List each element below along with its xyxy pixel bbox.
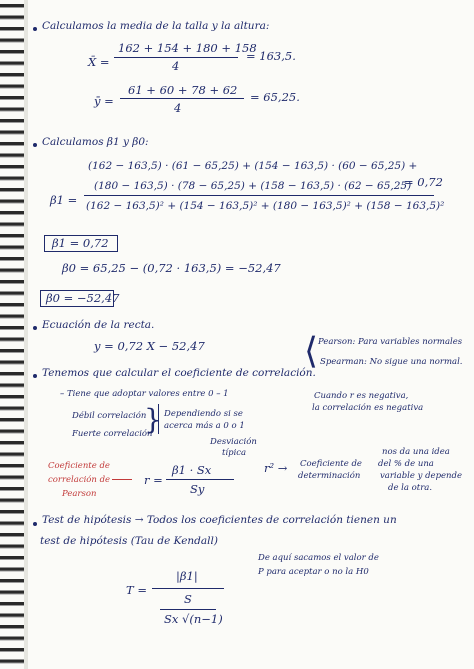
fraction-bar xyxy=(114,57,238,58)
std-dev-note-1: Desviación xyxy=(210,437,257,447)
s5-title-1: Test de hipótesis → Todos los coeficientes de correlación tienen un xyxy=(42,514,397,526)
bullet xyxy=(33,27,37,31)
t-middle: S xyxy=(184,592,192,606)
x-mean-label: X̄ = xyxy=(88,55,110,69)
spearman-note: Spearman: No sigue una normal. xyxy=(320,357,463,367)
fraction-bar xyxy=(84,195,434,196)
t-label: T = xyxy=(126,583,147,597)
s3-title: Ecuación de la recta. xyxy=(42,319,155,331)
spiral-binding xyxy=(0,0,26,669)
fraction-bar xyxy=(152,588,224,589)
dependence-note-1: Dependiendo si se xyxy=(164,409,243,419)
y-mean-denominator: 4 xyxy=(174,101,182,115)
r2-meaning-1: nos da una idea xyxy=(382,447,450,457)
b1-numerator-line2: (180 − 163,5) · (78 − 65,25) + (158 − 163,5) · (62 − 65,25) xyxy=(94,180,412,192)
b1-denominator: (162 − 163,5)² + (154 − 163,5)² + (180 − 163,5)² + (158 − 163,5)² xyxy=(86,200,445,212)
b1-label: β1 = xyxy=(50,193,78,207)
strong-correlation: Fuerte correlación xyxy=(72,429,153,439)
r2-label: r² → xyxy=(264,461,288,475)
r2-term-1: Coeficiente de xyxy=(300,459,362,469)
b0-equation: β0 = 65,25 − (0,72 · 163,5) = −52,47 xyxy=(62,261,281,275)
regression-equation: y = 0,72 X − 52,47 xyxy=(94,339,205,353)
r-denominator: Sy xyxy=(190,482,205,496)
b1-boxed: β1 = 0,72 xyxy=(52,236,109,250)
p-value-note-1: De aquí sacamos el valor de xyxy=(258,553,379,563)
r2-meaning-3: variable y depende xyxy=(380,471,463,481)
b1-result: = 0,72 xyxy=(404,175,443,189)
bullet xyxy=(33,374,37,378)
negative-note-1: Cuando r es negativa, xyxy=(314,391,409,401)
range-note: – Tiene que adoptar valores entre 0 – 1 xyxy=(60,389,229,399)
negative-note-2: la correlación es negativa xyxy=(312,403,424,413)
y-mean-result: = 65,25. xyxy=(250,90,300,104)
bullet xyxy=(33,143,37,147)
bullet xyxy=(33,522,37,526)
y-mean-label: ȳ = xyxy=(94,94,114,108)
s4-title: Tenemos que calcular el coeficiente de correlación. xyxy=(42,367,316,379)
x-mean-result: = 163,5. xyxy=(246,49,296,63)
fraction-bar xyxy=(120,98,244,99)
dependence-note-2: acerca más a 0 o 1 xyxy=(164,421,245,431)
p-value-note-2: P para aceptar o no la H0 xyxy=(258,567,369,577)
r2-meaning-2: del % de una xyxy=(378,459,434,469)
std-dev-note-2: típica xyxy=(222,448,247,458)
b1-numerator-line1: (162 − 163,5) · (61 − 65,25) + (154 − 163,5) · (60 − 65,25) + xyxy=(88,160,418,172)
s1-title: Calculamos la media de la talla y la altura: xyxy=(42,20,270,32)
pearson-label-2: correlación de xyxy=(48,475,111,485)
brace: ⟨ xyxy=(304,331,319,372)
pearson-label-1: Coeficiente de xyxy=(48,461,110,471)
bullet xyxy=(33,326,37,330)
r-numerator: β1 · Sx xyxy=(172,463,212,477)
weak-correlation: Débil correlación xyxy=(72,411,147,421)
y-mean-numerator: 61 + 60 + 78 + 62 xyxy=(128,83,238,97)
fraction-bar xyxy=(160,609,216,610)
red-arrow-line xyxy=(112,479,132,480)
s2-title: Calculamos β1 y β0: xyxy=(42,136,149,148)
t-denominator: Sx √(n−1) xyxy=(164,612,223,626)
b0-boxed: β0 = −52,47 xyxy=(46,291,120,305)
binding-shadow xyxy=(24,0,28,669)
fraction-bar xyxy=(166,479,234,480)
pearson-label-3: Pearson xyxy=(62,489,97,499)
r2-term-2: determinación xyxy=(298,471,361,481)
x-mean-numerator: 162 + 154 + 180 + 158 xyxy=(118,41,257,55)
s5-title-2: test de hipótesis (Tau de Kendall) xyxy=(40,535,218,547)
t-numerator: |β1| xyxy=(176,569,198,583)
brace: } xyxy=(144,403,162,436)
r-label: r = xyxy=(144,473,163,487)
r2-meaning-4: de la otra. xyxy=(388,483,433,493)
x-mean-denominator: 4 xyxy=(172,59,180,73)
pearson-note: Pearson: Para variables normales xyxy=(318,337,463,347)
